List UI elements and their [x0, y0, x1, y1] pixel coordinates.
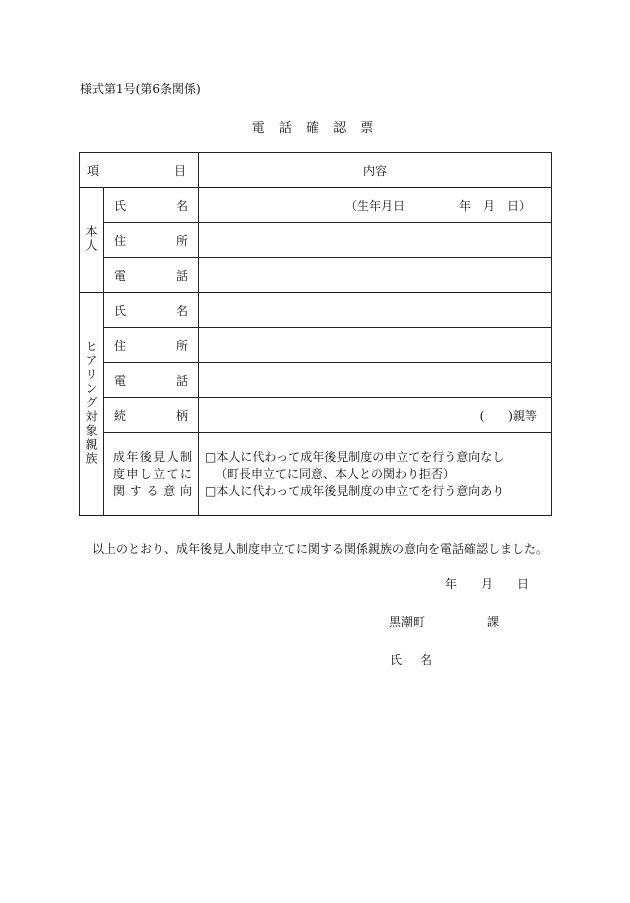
self-group-label: 本人 [84, 224, 98, 253]
date-month: 月 [481, 577, 494, 591]
name-char-1: 氏 [390, 653, 403, 667]
confirmation-table [79, 152, 552, 516]
closing-statement: 以上のとおり、成年後見人制度申立てに関する関係親族の意向を電話確認しました。 [92, 542, 549, 556]
relative-address-row [80, 328, 552, 363]
date-year: 年 [445, 577, 458, 591]
self-address-label: 住 所 [104, 223, 199, 258]
intent-options [199, 433, 552, 516]
header-item-char-2: 目 [173, 163, 186, 178]
birth-label: （生年月日 [344, 198, 405, 213]
self-phone-label: 電 話 [104, 258, 199, 293]
name-char-2: 名 [420, 653, 433, 667]
option-has-intent[interactable]: □本人に代わって成年後見制度の申立てを行う意向あり [205, 483, 505, 498]
relative-address-value[interactable] [199, 328, 552, 363]
option-no-intent[interactable]: □本人に代わって成年後見制度の申立てを行う意向なし [205, 449, 505, 464]
self-phone-value[interactable] [199, 258, 552, 293]
signer-name-line [390, 651, 432, 668]
header-item-cell [80, 153, 199, 188]
relative-name-value[interactable] [199, 293, 552, 328]
relative-relation-row [80, 398, 552, 433]
header-content-cell: 内容 [199, 153, 552, 188]
relative-phone-value[interactable] [199, 363, 552, 398]
self-address-row [80, 223, 552, 258]
self-address-value[interactable] [199, 223, 552, 258]
relation-degree-note: ( )親等 [479, 408, 537, 423]
relative-name-row [80, 293, 552, 328]
header-item-char-1: 項 [87, 163, 100, 178]
date-line [445, 575, 529, 592]
table-header-row [80, 153, 552, 188]
self-phone-row [80, 258, 552, 293]
hearing-group-cell [80, 293, 104, 516]
document-title: 電 話 確 認 票 [251, 121, 379, 136]
department-line [389, 613, 499, 630]
form-number: 様式第1号(第6条関係) [80, 82, 201, 96]
self-name-value[interactable] [199, 188, 552, 223]
self-group-cell [80, 188, 104, 293]
town-name: 黒潮町 [389, 615, 426, 629]
relative-phone-row [80, 363, 552, 398]
self-name-label: 氏 名 [104, 188, 199, 223]
date-day: 日 [517, 577, 530, 591]
department-suffix: 課 [487, 615, 500, 629]
intent-row [80, 433, 552, 516]
relative-address-label: 住 所 [104, 328, 199, 363]
intent-label: 成 年 後 見 人 制 度 申 し 立 て に 関 す る 意 向 [104, 433, 199, 516]
option-no-intent-note: （町長申立てに同意、本人との関わり拒否） [215, 466, 456, 481]
birth-date: 年 月 日） [458, 198, 531, 213]
relative-relation-label: 続 柄 [104, 398, 199, 433]
relative-phone-label: 電 話 [104, 363, 199, 398]
relative-relation-value[interactable] [199, 398, 552, 433]
relative-name-label: 氏 名 [104, 293, 199, 328]
self-name-row [80, 188, 552, 223]
hearing-group-label: ヒアリング対象親族 [84, 339, 98, 466]
